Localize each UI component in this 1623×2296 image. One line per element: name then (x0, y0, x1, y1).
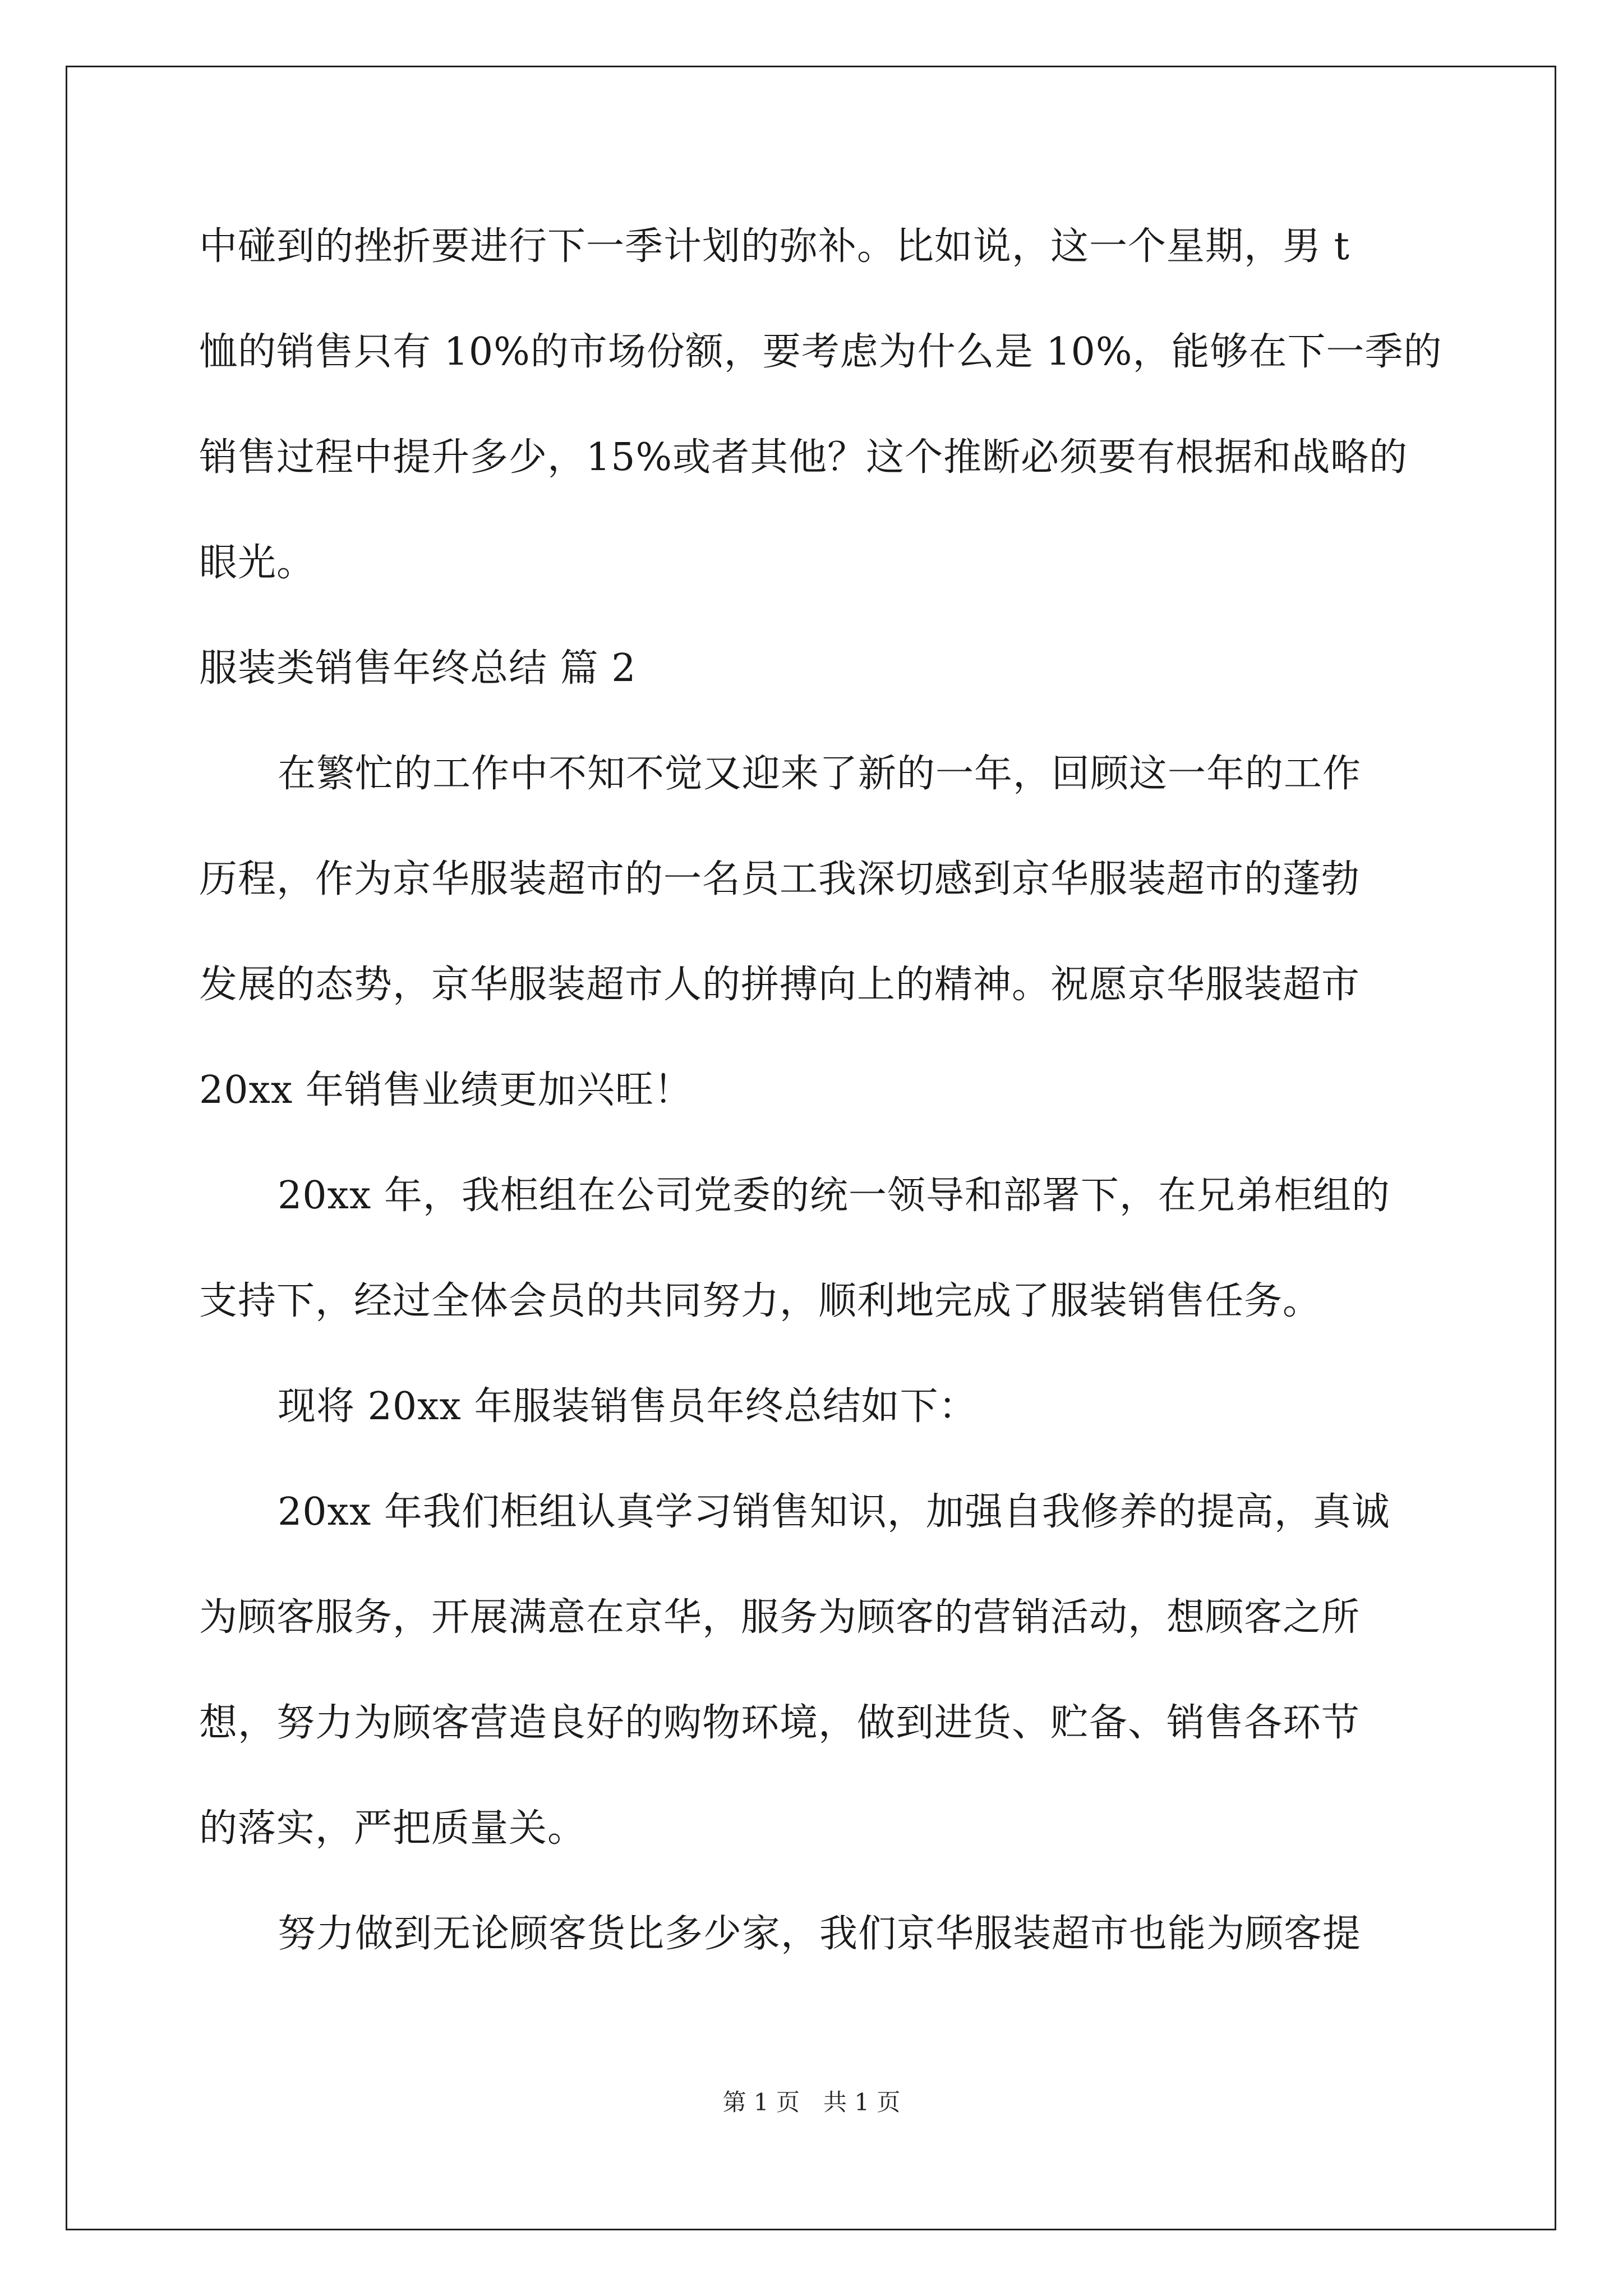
text-line: 恤的销售只有 10%的市场份额，要考虑为什么是 10%，能够在下一季的 (199, 330, 1442, 374)
text-line: 历程，作为京华服装超市的一名员工我深切感到京华服装超市的蓬勃 (199, 857, 1361, 901)
text-line: 的落实，严把质量关。 (199, 1806, 587, 1851)
section-heading: 服装类销售年终总结 篇 2 (199, 646, 637, 691)
text-line: 销售过程中提升多少，15%或者其他？这个推断必须要有根据和战略的 (199, 435, 1408, 480)
paragraph-start: 现将 20xx 年服装销售员年终总结如下： (278, 1384, 978, 1429)
paragraph-start: 努力做到无论顾客货比多少家，我们京华服装超市也能为顾客提 (278, 1912, 1362, 1956)
text-line: 发展的态势，京华服装超市人的拼搏向上的精神。祝愿京华服装超市 (199, 963, 1361, 1007)
text-line: 支持下，经过全体会员的共同努力，顺利地完成了服装销售任务。 (199, 1279, 1322, 1323)
text-line: 为顾客服务，开展满意在京华，服务为顾客的营销活动，想顾客之所 (199, 1595, 1361, 1640)
text-line: 20xx 年销售业绩更加兴旺！ (199, 1068, 693, 1112)
text-line: 中碰到的挫折要进行下一季计划的弥补。比如说，这一个星期，男 t (199, 224, 1350, 269)
paragraph-start: 在繁忙的工作中不知不觉又迎来了新的一年，回顾这一年的工作 (278, 752, 1362, 796)
text-line: 眼光。 (199, 541, 316, 585)
text-line: 想，努力为顾客营造良好的购物环境，做到进货、贮备、销售各环节 (199, 1701, 1361, 1745)
paragraph-start: 20xx 年，我柜组在公司党委的统一领导和部署下，在兄弟柜组的 (278, 1174, 1390, 1218)
page-footer: 第 1 页 共 1 页 (722, 2088, 901, 2116)
paragraph-start: 20xx 年我们柜组认真学习销售知识，加强自我修养的提高，真诚 (278, 1490, 1390, 1534)
